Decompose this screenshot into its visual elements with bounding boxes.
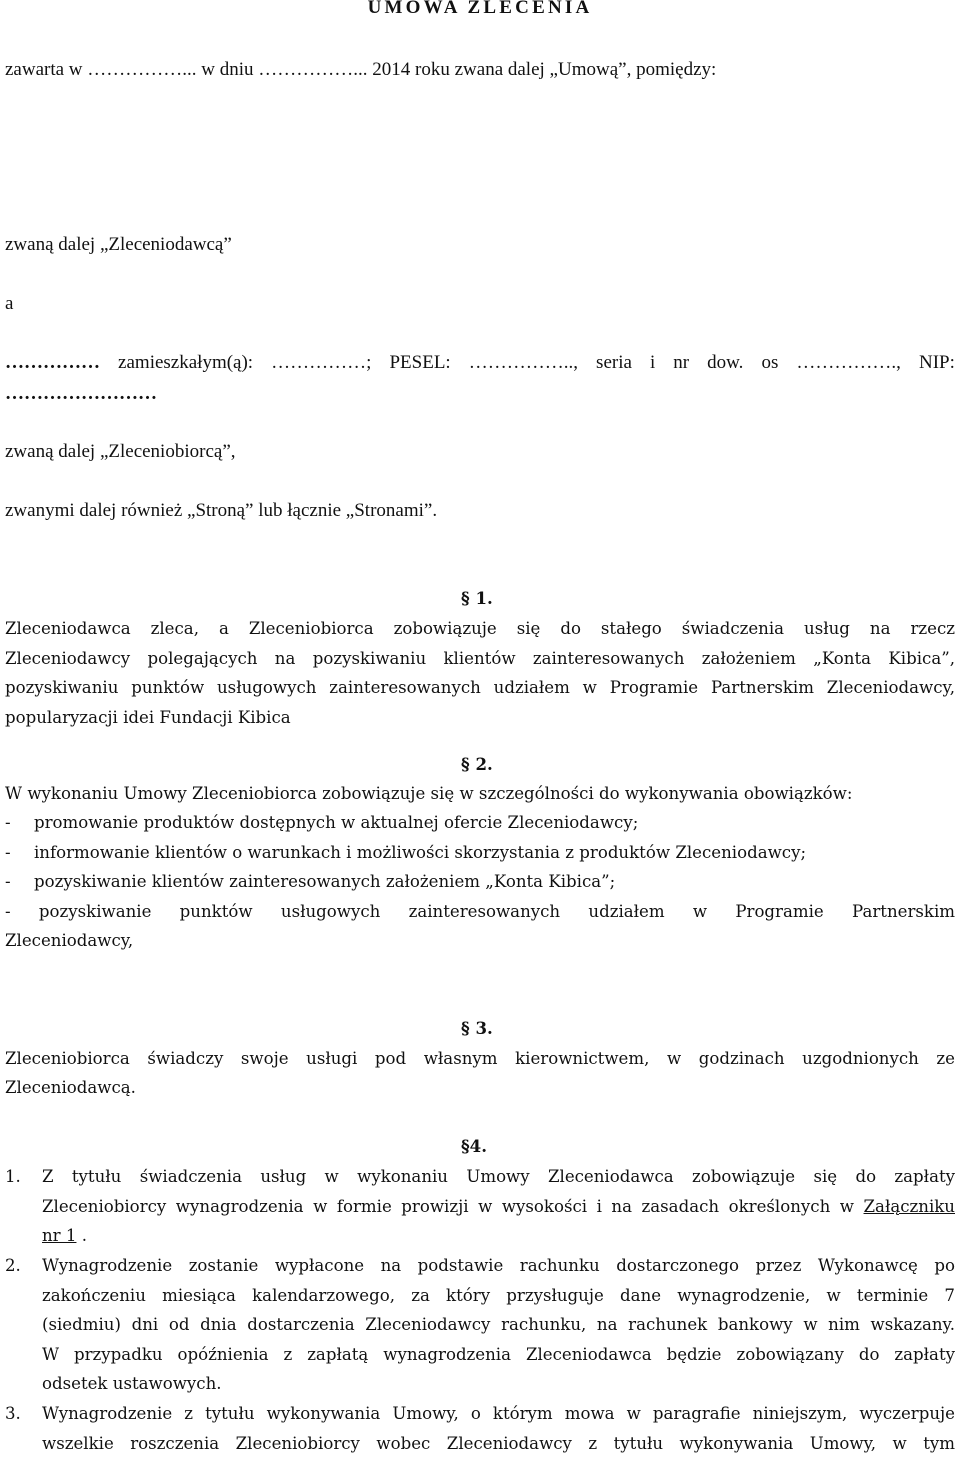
item-dash: - [5,838,34,868]
item-text: pozyskiwanie klientów zainteresowanych założeniem „Konta Kibica”; [34,872,615,891]
item-line: Wynagrodzenie zostanie wypłacone na podstawie rachunku dostarczonego przez Wykonawcę po [42,1251,955,1281]
section-2-item [5,838,806,868]
section-3-line: Zleceniobiorca świadczy swoje usługi pod własnym kierownictwem, w godzinach uzgodnionych ze [5,1044,955,1074]
principal-label: zwaną dalej „Zleceniodawcą” [5,231,232,259]
contractor-name-blank: …………… [5,349,100,377]
item-number: 3. [5,1399,21,1429]
section-1-line: popularyzacji idei Fundacji Kibica [5,703,955,733]
item-line [42,1192,955,1222]
item-dash: - [5,808,34,838]
section-1-line: Zleceniodawca zleca, a Zleceniobiorca zobowiązuje się do stałego świadczenia usług na rzecz [5,614,955,644]
item-line: wszelkie roszczenia Zleceniobiorcy wobec Zleceniodawcy z tytułu wykonywania Umowy, w tym [42,1429,955,1458]
item-number: 2. [5,1251,21,1281]
section-4-heading: §4. [461,1132,487,1161]
intro-line: zawarta w ……………... w dniu ……………... 2014 roku zwana dalej „Umową”, pomiędzy: [5,56,716,84]
item-body [42,1399,955,1458]
residence-label: zamieszkałym(ą): [118,349,253,377]
section-2-item [5,808,638,838]
conjunction-and: a [5,290,13,318]
id-blank: ……………., [796,349,901,377]
item-line: (siedmiu) dni od dnia dostarczenia Zleceniodawcy rachunku, na rachunek bankowy w nim wskazany. [42,1310,955,1340]
section-3-line: Zleceniodawcą. [5,1073,136,1103]
item-line-text: Zleceniobiorcy wynagrodzenia w formie prowizji w wysokości i na zasadach określonych w [42,1197,864,1216]
item-line: W przypadku opóźnienia z zapłatą wynagrodzenia Zleceniodawca będzie zobowiązany do zapłaty [42,1340,955,1370]
item-dash: - [5,867,34,897]
item-line: Wynagrodzenie z tytułu wykonywania Umowy, o którym mowa w paragrafie niniejszym, wyczerpuje [42,1399,955,1429]
section-1-heading: § 1. [461,584,493,613]
section-2-last-item-cont: Zleceniodawcy, [5,926,133,956]
id-and-word: i [650,349,655,377]
item-body [42,1162,955,1251]
attachment-number-link[interactable]: nr 1 [42,1226,76,1245]
item-line: Z tytułu świadczenia usług w wykonaniu Umowy Zleceniodawca zobowiązuje się do zapłaty [42,1162,955,1192]
item-text: informowanie klientów o warunkach i możliwości skorzystania z produktów Zleceniodawcy; [34,843,806,862]
pesel-blank: …………….., [469,349,578,377]
parties-label: zwanymi dalej również „Stroną” lub łącznie „Stronami”. [5,497,437,525]
section-2-lead: W wykonaniu Umowy Zleceniobiorca zobowiązuje się w szczególności do wykonywania obowiązków: [5,779,852,809]
contractor-details-line [5,349,955,377]
id-os-word: os [761,349,778,377]
id-nr-word: nr [673,349,689,377]
item-line-text: . [76,1226,87,1245]
nip-label: NIP: [919,349,955,377]
section-1-line: pozyskiwaniu punktów usługowych zainteresowanych udziałem w Programie Partnerskim Zleceniodawcy, [5,673,955,703]
attachment-link[interactable]: Załączniku [864,1197,955,1216]
section-2-heading: § 2. [461,750,493,779]
pesel-label: PESEL: [389,349,450,377]
section-3-heading: § 3. [461,1014,493,1043]
section-2-last-item: - pozyskiwanie punktów usługowych zainteresowanych udziałem w Programie Partnerskim [5,897,955,927]
nip-blank: …………………… [5,380,157,408]
contractor-label: zwaną dalej „Zleceniobiorcą”, [5,438,236,466]
section-1-line: Zleceniodawcy polegających na pozyskiwaniu klientów zainteresowanych założeniem „Konta Kibica”, [5,644,955,674]
item-body [42,1251,955,1399]
document-title: UMOWA ZLECENIA [0,0,960,22]
id-dow-word: dow. [707,349,743,377]
section-2-item [5,867,615,897]
item-line [42,1221,955,1251]
item-text: promowanie produktów dostępnych w aktualnej ofercie Zleceniodawcy; [34,813,638,832]
item-number: 1. [5,1162,21,1192]
section-1-body [5,614,955,732]
item-line: odsetek ustawowych. [42,1369,955,1399]
item-line: zakończeniu miesiąca kalendarzowego, za który przysługuje dane wynagrodzenie, w terminie 7 [42,1281,955,1311]
id-series-word: seria [596,349,632,377]
residence-blank: ……………; [271,349,371,377]
